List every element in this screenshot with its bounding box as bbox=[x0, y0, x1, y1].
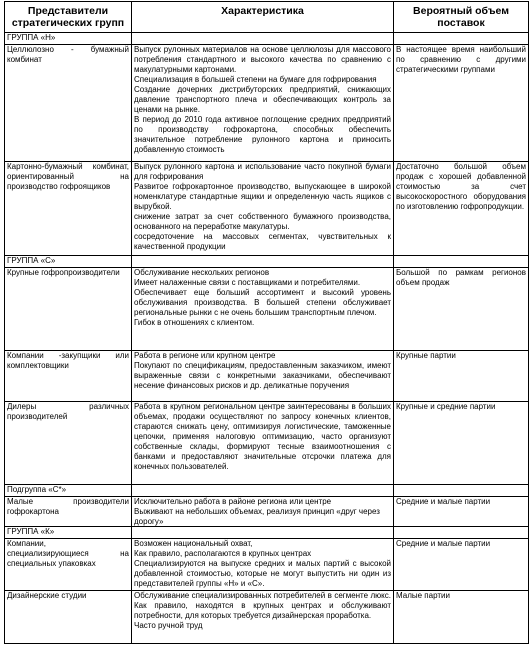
table-row bbox=[5, 44, 528, 161]
row-name: Целлюлозно - бумажный комбинат bbox=[5, 45, 132, 161]
strategic-groups-table bbox=[4, 1, 529, 644]
char-paragraph: Как правило, располагаются в крупных центрах bbox=[134, 549, 312, 558]
row-name: Малые производители гофрокартона bbox=[5, 497, 132, 526]
char-paragraph: В период до 2010 года активное поглощение средних предприятий по производству гофрокартона, способных обеспечить значительное потребление рулонного картона и приносить добавленную стоимость bbox=[134, 115, 391, 154]
char-paragraph: Покупают по спецификациям, предоставленным заказчиком, имеют выраженные связи с конкретными заказчиками, обеспечивают несение финансовых рисков и др. деликатные поручения bbox=[134, 361, 391, 390]
group-label-k: ГРУППА «К» bbox=[5, 527, 132, 538]
row-characteristics bbox=[132, 351, 394, 401]
row-volume: Крупные и средние партии bbox=[396, 402, 496, 411]
table-row bbox=[5, 161, 528, 255]
group-row-k bbox=[5, 526, 528, 538]
row-characteristics bbox=[132, 402, 394, 484]
group-label-c: ГРУППА «С» bbox=[5, 256, 132, 267]
row-characteristics bbox=[132, 539, 394, 590]
row-name: Компании -закупщики или комплектовщики bbox=[5, 351, 132, 401]
group-row-h bbox=[5, 32, 528, 44]
row-name: Дилеры различных производителей bbox=[5, 402, 132, 484]
table-row bbox=[5, 496, 528, 526]
char-paragraph: сосредоточение на массовых сегментах, чувствительных к качественной продукции bbox=[134, 232, 391, 251]
char-paragraph: Выпуск рулонного картона и использование часто покупной бумаги для гофрирования bbox=[134, 162, 391, 181]
table-row bbox=[5, 401, 528, 484]
row-name: Крупные гофропроизводители bbox=[5, 268, 132, 350]
char-paragraph: Имеет налаженные связи с поставщиками и потребителями. bbox=[134, 278, 361, 287]
char-paragraph: Выпуск рулонных материалов на основе целлюлозы для массового потребления стандартного и высокого качества по сравнению с макулатурными картонами. bbox=[134, 45, 391, 74]
char-paragraph: Возможен национальный охват, bbox=[134, 539, 253, 548]
row-name: Компании, специализирующиеся на специальных упаковках bbox=[5, 539, 132, 590]
char-paragraph: Исключительно работа в районе региона или центре bbox=[134, 497, 332, 506]
char-paragraph: Специализируются на выпуске средних и малых партий с высокой добавленной стоимостью, которые не могут выпустить ни один из представителей группы «Н» и «С». bbox=[134, 559, 391, 588]
char-paragraph: Выживают на небольших объемах, реализуя принцип «друг через дорогу» bbox=[134, 507, 380, 526]
char-paragraph: Развитое гофрокартонное производство, выпускающее в широкой номенклатуре стандартные ящики и определенную часть ящиков с вырубкой. bbox=[134, 182, 391, 211]
char-paragraph: Работа в регионе или крупном центре bbox=[134, 351, 276, 360]
char-paragraph: Гибок в отношениях с клиентом. bbox=[134, 318, 255, 327]
row-volume: Достаточно большой объем продаж с хорошей добавленной стоимостью за счет высокоскоростного оборудования по изготовлению гофропродукции. bbox=[396, 162, 526, 211]
row-characteristics bbox=[132, 591, 394, 643]
char-paragraph: Обслуживание специализированных потребителей в сегменте люкс. Как правило, находятся в крупных центрах и обслуживают потребности, для которых требуется дизайнерская проработка. bbox=[134, 591, 391, 620]
row-characteristics bbox=[132, 497, 394, 526]
group-label-h: ГРУППА «Н» bbox=[5, 33, 132, 44]
table-header-row bbox=[5, 2, 528, 32]
row-characteristics bbox=[132, 268, 394, 350]
char-paragraph: Часто ручной труд bbox=[134, 621, 203, 630]
row-volume: Средние и малые партии bbox=[396, 539, 491, 548]
char-paragraph: снижение затрат за счет собственного бумажного производства, основанного на переработке макулатуры. bbox=[134, 212, 391, 231]
header-representatives: Представители стратегических групп bbox=[5, 2, 132, 32]
table-row bbox=[5, 267, 528, 350]
row-volume: Средние и малые партии bbox=[396, 497, 491, 506]
char-paragraph: Обслуживание нескольких регионов bbox=[134, 268, 270, 277]
row-volume: Большой по рамкам регионов объем продаж bbox=[396, 268, 526, 287]
table-row bbox=[5, 538, 528, 590]
row-volume: Крупные партии bbox=[396, 351, 456, 360]
row-characteristics bbox=[132, 162, 394, 255]
char-paragraph: Специализация в большей степени на бумаге для гофрирования bbox=[134, 75, 377, 84]
row-volume: В настоящее время наибольший по сравнению с другими стратегическими группами bbox=[396, 45, 526, 74]
char-paragraph: Обеспечивает еще больший ассортимент и высокий уровень обслуживания производства. В большей степени обслуживает региональные рынки с не очень большим транспортным плечом. bbox=[134, 288, 391, 317]
group-row-c-star bbox=[5, 484, 528, 496]
row-name: Картонно-бумажный комбинат, ориентированный на производство гофроящиков bbox=[5, 162, 132, 255]
table-row bbox=[5, 350, 528, 401]
group-label-c-star: Подгруппа «С*» bbox=[5, 485, 132, 496]
header-characteristics: Характеристика bbox=[132, 2, 394, 32]
table-row bbox=[5, 590, 528, 643]
row-name: Дизайнерские студии bbox=[5, 591, 132, 643]
group-row-c bbox=[5, 255, 528, 267]
row-volume: Малые партии bbox=[396, 591, 450, 600]
char-paragraph: Создание дочерних дистрибуторских предприятий, снижающих давление транспортного плеча и обеспечивающих контроль за ценами на рынке. bbox=[134, 85, 391, 114]
char-paragraph: Работа в крупном региональном центре заинтересованы в больших объемах, продажи осуществляют по запросу конечных клиентов, стараются снижать цену, оптимизируя логистические, таможенные цепочки, применяя налоговую оптимизацию, часто организуют собственные склады, формируют тесные взаимоотношения с банками и предоставляют значительные отсрочки платежа для конечных пользователей. bbox=[134, 402, 391, 471]
row-characteristics bbox=[132, 45, 394, 161]
header-volume: Вероятный объем поставок bbox=[413, 5, 509, 29]
